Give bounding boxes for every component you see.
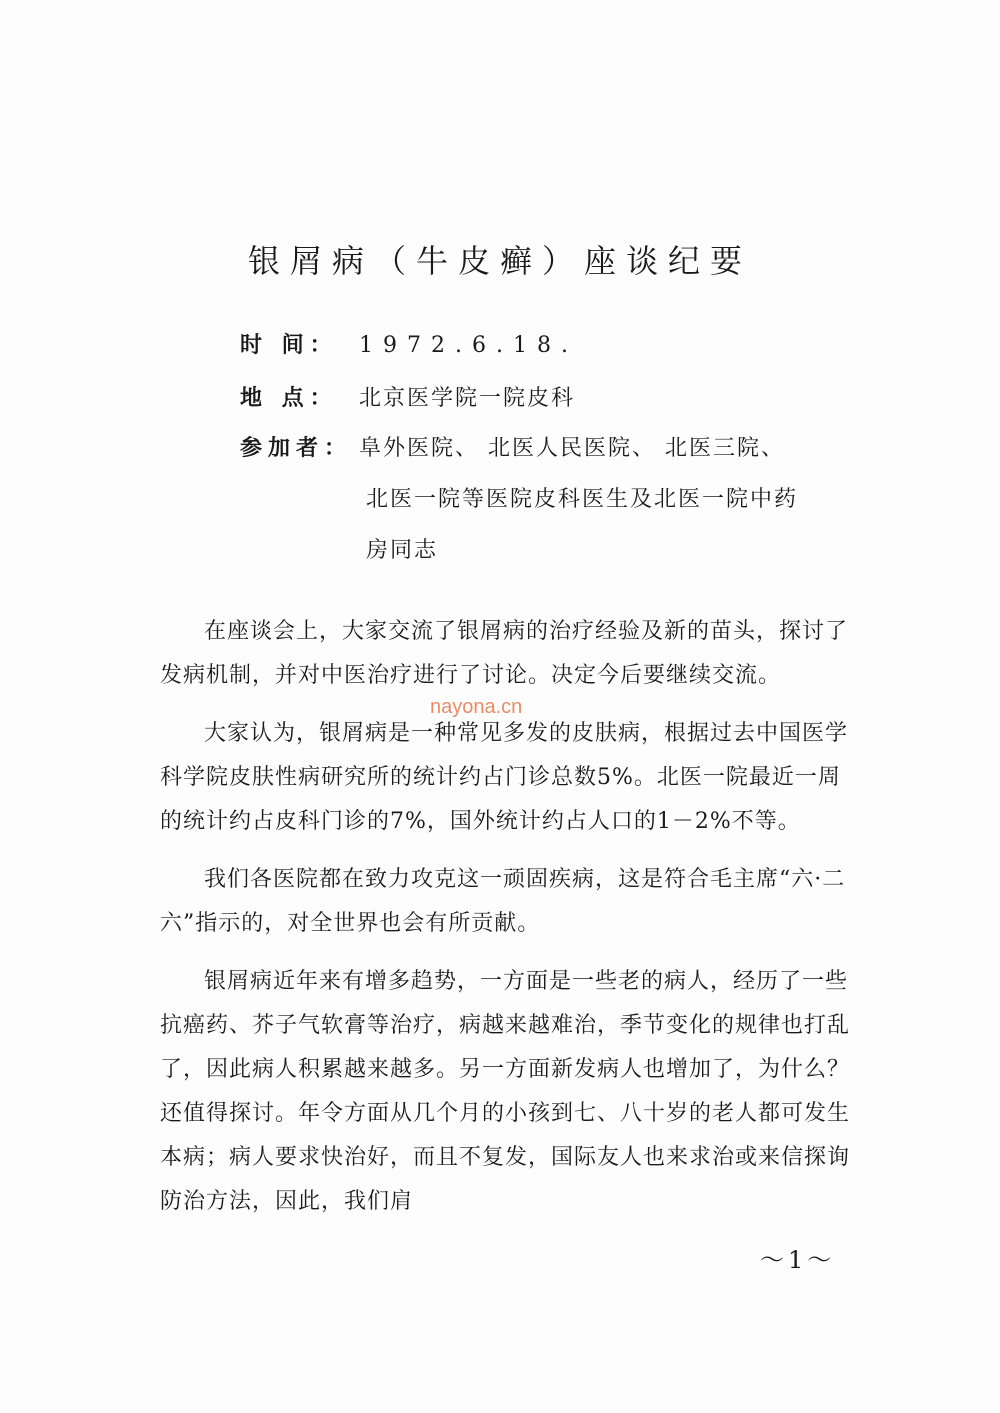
time-label: 时 间：: [240, 332, 338, 358]
paragraph: 我们各医院都在致力攻克这一顽固疾病，这是符合毛主席“六·二六”指示的，对全世界也会有所贡献。: [160, 867, 846, 936]
document-title: 银屑病（牛皮癣）座谈纪要: [247, 242, 752, 280]
paragraph: 大家认为，银屑病是一种常见多发的皮肤病，根据过去中国医学科学院皮肤性病研究所的统计约占门诊总数5%。北医一院最近一周的统计约占皮科门诊的7%，国外统计约占人口的1－2%不等。: [160, 721, 849, 834]
meta-time-row: [240, 330, 578, 361]
paragraph: 在座谈会上，大家交流了银屑病的治疗经验及新的苗头，探讨了发病机制，并对中医治疗进行了讨论。决定今后要继续交流。: [160, 619, 849, 688]
time-value: 1972.6.18.: [359, 333, 578, 358]
participants-line-1: 阜外医院、 北医人民医院、 北医三院、: [359, 436, 785, 461]
meta-participants-row: [240, 433, 785, 464]
place-label: 地 点：: [240, 385, 338, 411]
page-number: ～1～: [760, 1246, 836, 1274]
participants-label: 参加者：: [240, 435, 353, 461]
participants-line-2: 北医一院等医院皮科医生及北医一院中药: [366, 487, 799, 512]
place-value: 北京医学院一院皮科: [359, 386, 576, 411]
participants-line-3: 房同志: [366, 538, 439, 563]
paragraph: 银屑病近年来有增多趋势，一方面是一些老的病人，经历了一些抗癌药、芥子气软膏等治疗，病越来越难治，季节变化的规律也打乱了，因此病人积累越来越多。另一方面新发病人也增加了，为什么？ 还值得探讨。年令方面从几个月的小孩到七、八十岁的老人都可发生本病；病人要求快治好，而且不复发，国际友人也来求治或来信探询防治方法，因此，我们肩: [160, 969, 851, 1214]
meta-place-row: [240, 383, 575, 414]
site-watermark: nayona.cn: [430, 696, 523, 718]
